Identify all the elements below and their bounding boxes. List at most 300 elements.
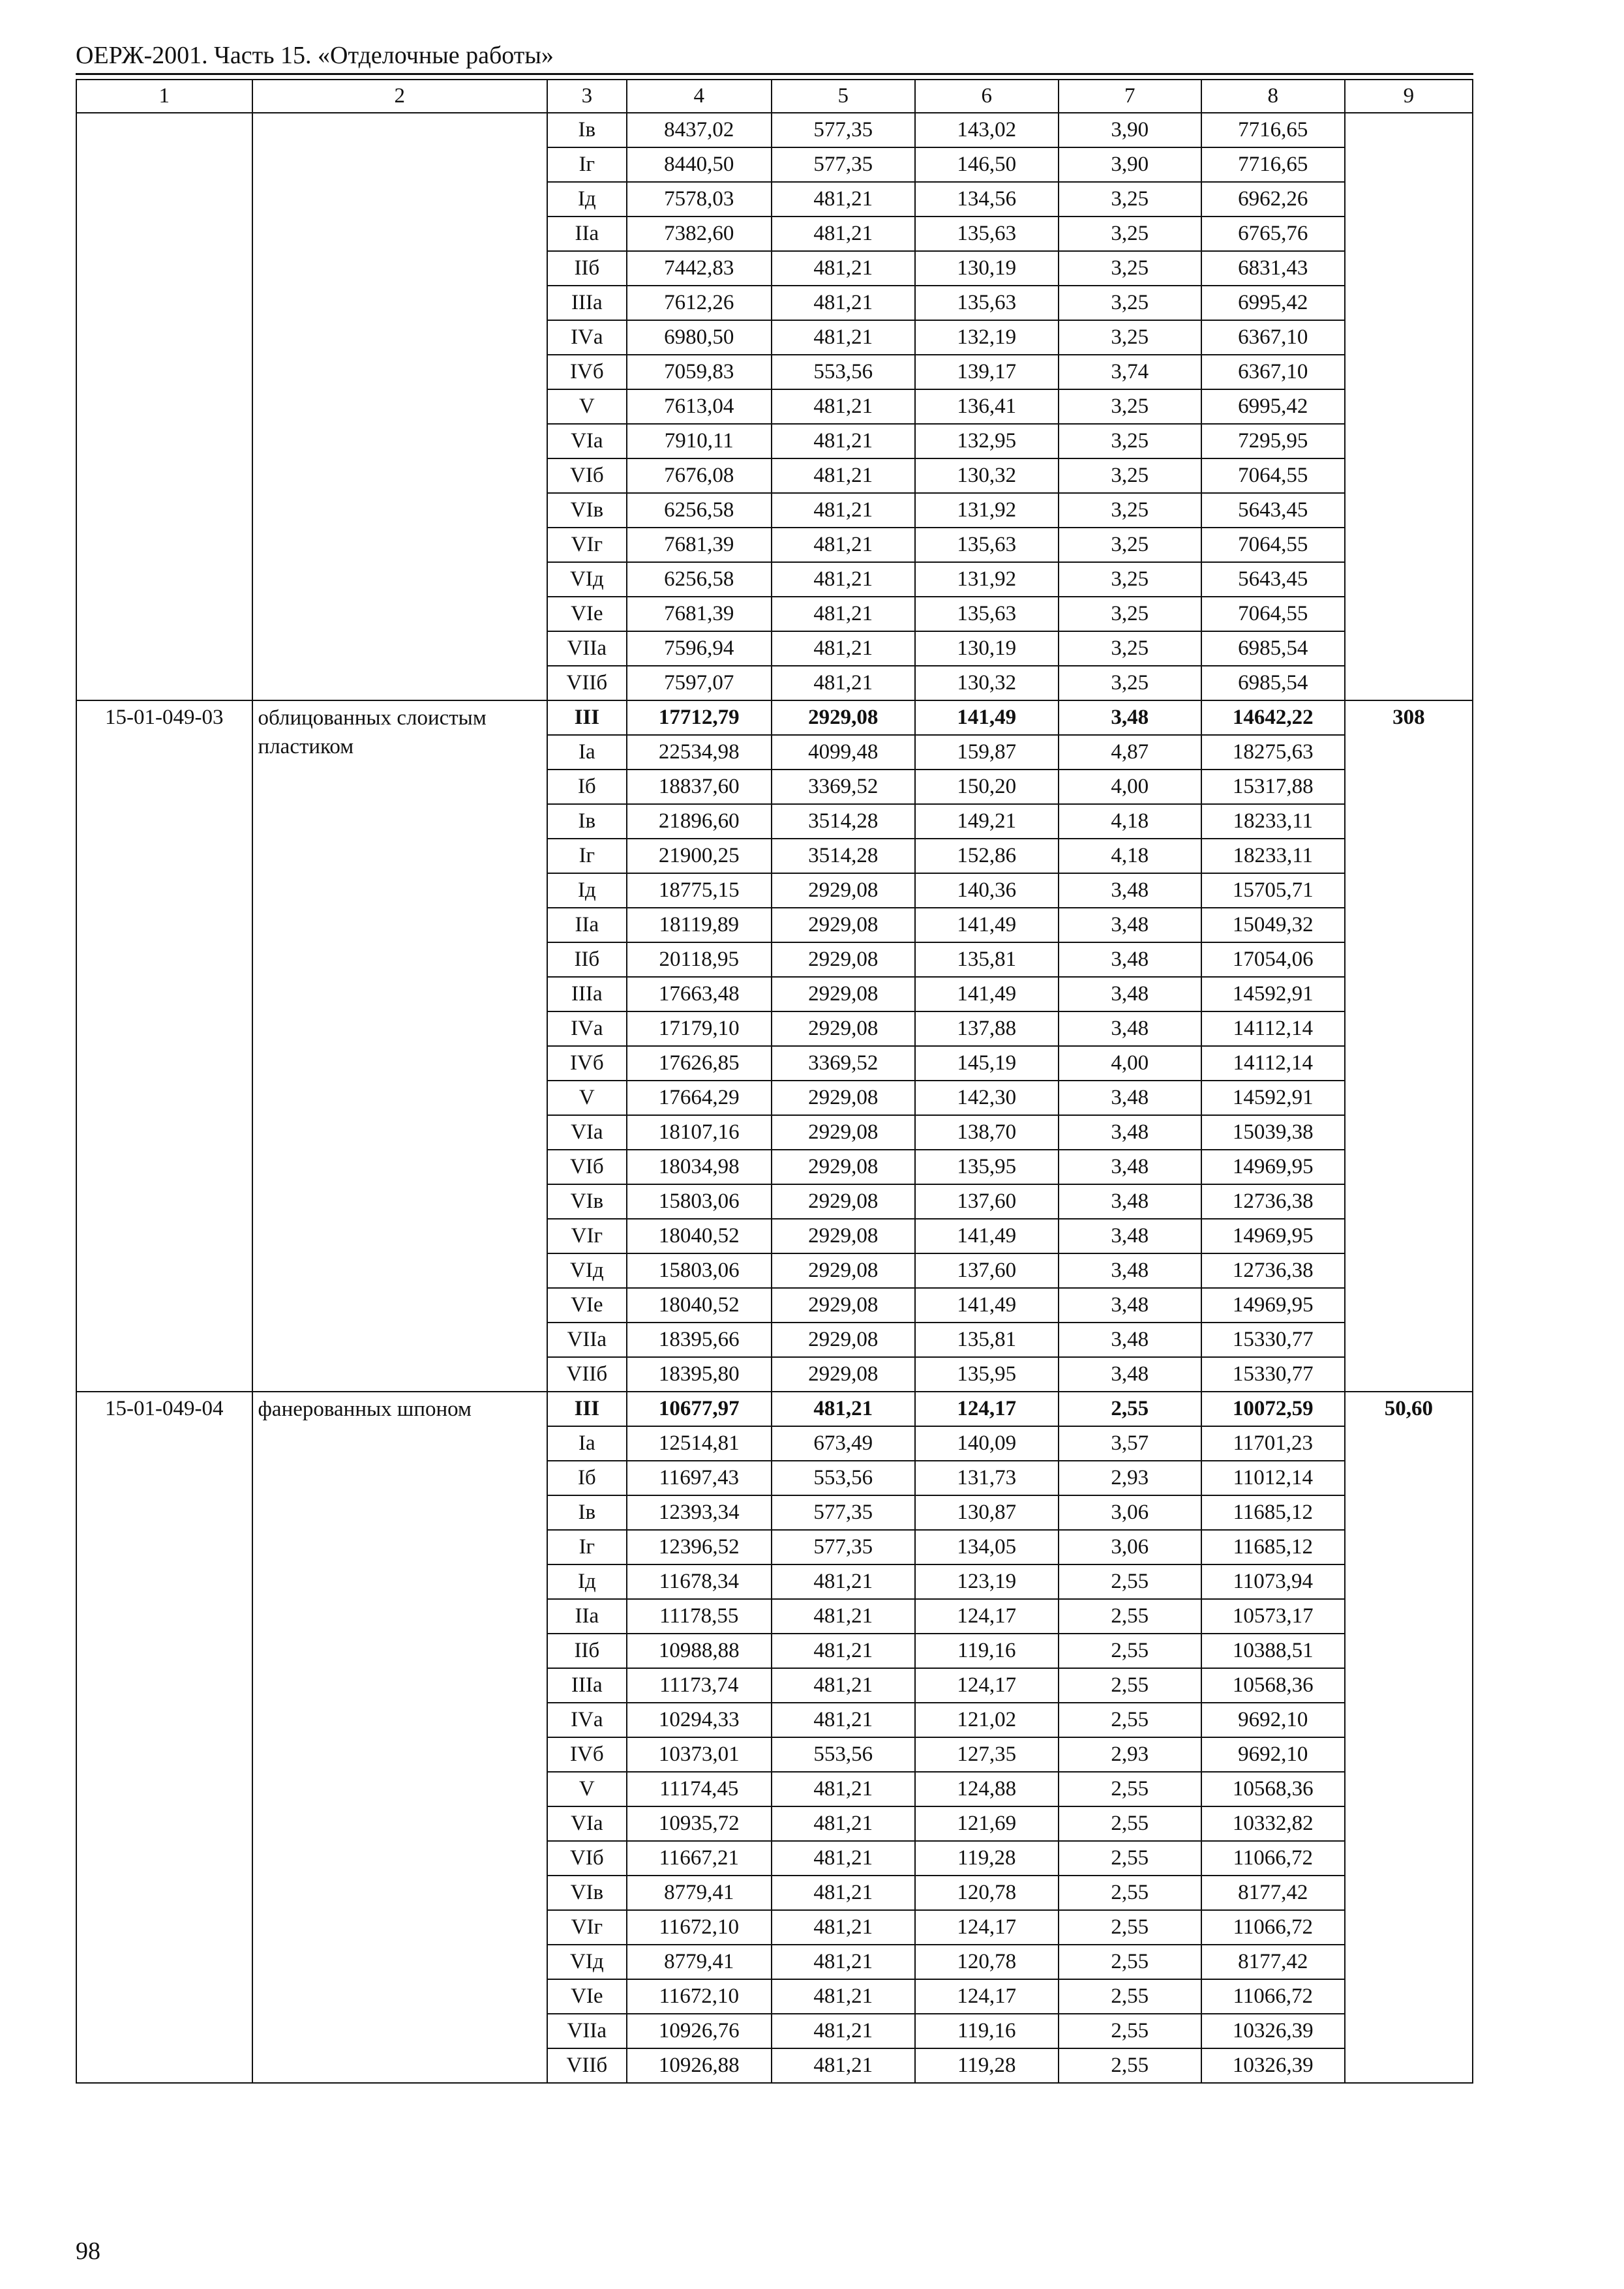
zone-class-cell: IIб (547, 251, 627, 286)
machinist-wage-cell: 3,25 (1059, 458, 1201, 493)
zone-class-cell: VIг (547, 528, 627, 562)
machinist-wage-cell: 3,57 (1059, 1426, 1201, 1461)
direct-cost-cell: 18395,66 (627, 1323, 772, 1357)
labor-cost-cell: 2929,08 (772, 1184, 915, 1219)
direct-cost-cell: 11672,10 (627, 1979, 772, 2014)
labor-cost-cell: 553,56 (772, 1461, 915, 1495)
materials-cost-cell: 10332,82 (1201, 1806, 1345, 1841)
materials-cost-cell: 6985,54 (1201, 666, 1345, 700)
direct-cost-cell: 8440,50 (627, 147, 772, 182)
labor-cost-cell: 481,21 (772, 1634, 915, 1668)
labor-cost-cell: 481,21 (772, 1876, 915, 1910)
machinist-wage-cell: 3,48 (1059, 1184, 1201, 1219)
labor-cost-cell: 481,21 (772, 1945, 915, 1979)
zone-class-cell: IIб (547, 942, 627, 977)
machinist-wage-cell: 2,55 (1059, 1876, 1201, 1910)
zone-class-cell: VIв (547, 1184, 627, 1219)
materials-cost-cell: 18233,11 (1201, 839, 1345, 873)
work-description-cell: облицованных слоистым пластиком (252, 700, 547, 1392)
labor-cost-cell: 481,21 (772, 320, 915, 355)
machine-cost-cell: 121,69 (915, 1806, 1059, 1841)
machinist-wage-cell: 3,25 (1059, 424, 1201, 458)
machine-cost-cell: 124,88 (915, 1772, 1059, 1806)
labor-cost-cell: 577,35 (772, 1530, 915, 1564)
labor-cost-cell: 481,21 (772, 528, 915, 562)
direct-cost-cell: 10926,88 (627, 2048, 772, 2083)
machinist-wage-cell: 2,55 (1059, 1668, 1201, 1703)
machinist-wage-cell: 2,55 (1059, 1979, 1201, 2014)
materials-cost-cell: 10388,51 (1201, 1634, 1345, 1668)
direct-cost-cell: 18040,52 (627, 1219, 772, 1253)
machine-cost-cell: 145,19 (915, 1046, 1059, 1081)
machinist-wage-cell: 2,55 (1059, 1841, 1201, 1876)
machinist-wage-cell: 2,55 (1059, 1945, 1201, 1979)
machine-cost-cell: 137,88 (915, 1011, 1059, 1046)
zone-class-cell: VIв (547, 493, 627, 528)
zone-class-cell: IVб (547, 1737, 627, 1772)
direct-cost-cell: 11672,10 (627, 1910, 772, 1945)
direct-cost-cell: 17179,10 (627, 1011, 772, 1046)
zone-class-cell: V (547, 389, 627, 424)
machinist-wage-cell: 2,55 (1059, 1806, 1201, 1841)
machinist-wage-cell: 2,55 (1059, 1703, 1201, 1737)
zone-class-cell: Iд (547, 182, 627, 217)
materials-cost-cell: 10326,39 (1201, 2048, 1345, 2083)
machine-cost-cell: 135,95 (915, 1150, 1059, 1184)
machine-cost-cell: 120,78 (915, 1876, 1059, 1910)
machinist-wage-cell: 3,25 (1059, 251, 1201, 286)
zone-class-cell: VIв (547, 1876, 627, 1910)
direct-cost-cell: 12396,52 (627, 1530, 772, 1564)
zone-class-cell: III (547, 1392, 627, 1426)
materials-cost-cell: 8177,42 (1201, 1945, 1345, 1979)
column-number: 8 (1201, 80, 1345, 113)
materials-cost-cell: 10326,39 (1201, 2014, 1345, 2048)
labor-cost-cell: 481,21 (772, 2048, 915, 2083)
materials-cost-cell: 6995,42 (1201, 286, 1345, 320)
zone-class-cell: VIд (547, 1253, 627, 1288)
direct-cost-cell: 17712,79 (627, 700, 772, 735)
machine-cost-cell: 140,09 (915, 1426, 1059, 1461)
direct-cost-cell: 10988,88 (627, 1634, 772, 1668)
direct-cost-cell: 6256,58 (627, 493, 772, 528)
machine-cost-cell: 146,50 (915, 147, 1059, 182)
zone-class-cell: VIа (547, 1806, 627, 1841)
labor-cost-cell: 553,56 (772, 355, 915, 389)
machinist-wage-cell: 3,90 (1059, 147, 1201, 182)
materials-cost-cell: 9692,10 (1201, 1703, 1345, 1737)
labor-cost-cell: 481,21 (772, 389, 915, 424)
labor-cost-cell: 481,21 (772, 2014, 915, 2048)
direct-cost-cell: 7676,08 (627, 458, 772, 493)
rates-table (76, 79, 1473, 2084)
labor-cost-cell: 481,21 (772, 1772, 915, 1806)
labor-cost-cell: 481,21 (772, 458, 915, 493)
column-number: 6 (915, 80, 1059, 113)
machinist-wage-cell: 3,25 (1059, 666, 1201, 700)
machinist-wage-cell: 2,55 (1059, 1564, 1201, 1599)
machinist-wage-cell: 3,48 (1059, 1288, 1201, 1323)
title-rule (76, 73, 1473, 75)
direct-cost-cell: 6980,50 (627, 320, 772, 355)
machinist-wage-cell: 4,18 (1059, 804, 1201, 839)
direct-cost-cell: 15803,06 (627, 1253, 772, 1288)
zone-class-cell: V (547, 1081, 627, 1115)
zone-class-cell: VIд (547, 1945, 627, 1979)
direct-cost-cell: 11678,34 (627, 1564, 772, 1599)
labor-cost-cell: 481,21 (772, 1564, 915, 1599)
machinist-wage-cell: 3,48 (1059, 1253, 1201, 1288)
zone-class-cell: VIе (547, 1979, 627, 2014)
materials-cost-cell: 15330,77 (1201, 1357, 1345, 1392)
zone-class-cell: IVб (547, 355, 627, 389)
machinist-wage-cell: 2,55 (1059, 1392, 1201, 1426)
column-number: 9 (1345, 80, 1473, 113)
labor-cost-cell: 2929,08 (772, 1253, 915, 1288)
materials-cost-cell: 15317,88 (1201, 770, 1345, 804)
machine-cost-cell: 137,60 (915, 1253, 1059, 1288)
machine-cost-cell: 141,49 (915, 1219, 1059, 1253)
machinist-wage-cell: 3,25 (1059, 389, 1201, 424)
materials-cost-cell: 11073,94 (1201, 1564, 1345, 1599)
machine-cost-cell: 150,20 (915, 770, 1059, 804)
machine-cost-cell: 130,87 (915, 1495, 1059, 1530)
direct-cost-cell: 8437,02 (627, 113, 772, 147)
zone-class-cell: VIIб (547, 666, 627, 700)
materials-cost-cell: 15039,38 (1201, 1115, 1345, 1150)
materials-cost-cell: 17054,06 (1201, 942, 1345, 977)
zone-class-cell: VIд (547, 562, 627, 597)
machinist-wage-cell: 3,25 (1059, 631, 1201, 666)
zone-class-cell: V (547, 1772, 627, 1806)
zone-class-cell: VIIа (547, 2014, 627, 2048)
labor-cost-cell: 481,21 (772, 251, 915, 286)
machine-cost-cell: 141,49 (915, 1288, 1059, 1323)
machinist-wage-cell: 3,48 (1059, 1323, 1201, 1357)
zone-class-cell: Iб (547, 1461, 627, 1495)
direct-cost-cell: 7596,94 (627, 631, 772, 666)
machinist-wage-cell: 3,25 (1059, 320, 1201, 355)
materials-cost-cell: 15705,71 (1201, 873, 1345, 908)
zone-class-cell: VIа (547, 424, 627, 458)
zone-class-cell: Iб (547, 770, 627, 804)
direct-cost-cell: 11178,55 (627, 1599, 772, 1634)
machinist-wage-cell: 3,06 (1059, 1495, 1201, 1530)
zone-class-cell: IIб (547, 1634, 627, 1668)
direct-cost-cell: 7442,83 (627, 251, 772, 286)
machine-cost-cell: 119,16 (915, 1634, 1059, 1668)
labor-cost-cell: 481,21 (772, 562, 915, 597)
machine-cost-cell: 135,81 (915, 942, 1059, 977)
column-number: 1 (76, 80, 252, 113)
materials-cost-cell: 15049,32 (1201, 908, 1345, 942)
column-number: 2 (252, 80, 547, 113)
machine-cost-cell: 135,63 (915, 528, 1059, 562)
direct-cost-cell: 18040,52 (627, 1288, 772, 1323)
machinist-wage-cell: 3,48 (1059, 977, 1201, 1011)
direct-cost-cell: 11697,43 (627, 1461, 772, 1495)
machinist-wage-cell: 2,55 (1059, 1634, 1201, 1668)
machinist-wage-cell: 3,48 (1059, 1115, 1201, 1150)
labor-cost-cell: 3514,28 (772, 804, 915, 839)
zone-class-cell: Iг (547, 147, 627, 182)
machinist-wage-cell: 2,93 (1059, 1461, 1201, 1495)
machine-cost-cell: 124,17 (915, 1979, 1059, 2014)
labor-cost-cell: 3369,52 (772, 770, 915, 804)
zone-class-cell: Iв (547, 1495, 627, 1530)
materials-cost-cell: 9692,10 (1201, 1737, 1345, 1772)
machine-cost-cell: 152,86 (915, 839, 1059, 873)
machine-cost-cell: 135,95 (915, 1357, 1059, 1392)
machine-cost-cell: 130,19 (915, 631, 1059, 666)
labor-cost-cell: 2929,08 (772, 1115, 915, 1150)
machinist-wage-cell: 3,25 (1059, 597, 1201, 631)
materials-cost-cell: 12736,38 (1201, 1253, 1345, 1288)
material-norm-cell (1345, 113, 1473, 700)
labor-cost-cell: 481,21 (772, 631, 915, 666)
zone-class-cell: VIIа (547, 631, 627, 666)
machine-cost-cell: 140,36 (915, 873, 1059, 908)
materials-cost-cell: 18233,11 (1201, 804, 1345, 839)
machine-cost-cell: 120,78 (915, 1945, 1059, 1979)
machine-cost-cell: 142,30 (915, 1081, 1059, 1115)
column-number: 5 (772, 80, 915, 113)
direct-cost-cell: 18837,60 (627, 770, 772, 804)
zone-class-cell: IIа (547, 1599, 627, 1634)
direct-cost-cell: 6256,58 (627, 562, 772, 597)
materials-cost-cell: 5643,45 (1201, 493, 1345, 528)
materials-cost-cell: 7295,95 (1201, 424, 1345, 458)
direct-cost-cell: 17664,29 (627, 1081, 772, 1115)
labor-cost-cell: 2929,08 (772, 942, 915, 977)
machine-cost-cell: 121,02 (915, 1703, 1059, 1737)
direct-cost-cell: 22534,98 (627, 735, 772, 770)
materials-cost-cell: 14642,22 (1201, 700, 1345, 735)
direct-cost-cell: 7597,07 (627, 666, 772, 700)
zone-class-cell: VIIб (547, 2048, 627, 2083)
machinist-wage-cell: 4,00 (1059, 770, 1201, 804)
material-norm-cell: 50,60 (1345, 1392, 1473, 2083)
machinist-wage-cell: 2,55 (1059, 2048, 1201, 2083)
machine-cost-cell: 124,17 (915, 1668, 1059, 1703)
machinist-wage-cell: 3,48 (1059, 1011, 1201, 1046)
rate-code-cell: 15-01-049-03 (76, 700, 252, 1392)
materials-cost-cell: 11701,23 (1201, 1426, 1345, 1461)
labor-cost-cell: 481,21 (772, 424, 915, 458)
zone-class-cell: VIб (547, 458, 627, 493)
labor-cost-cell: 481,21 (772, 182, 915, 217)
machine-cost-cell: 123,19 (915, 1564, 1059, 1599)
materials-cost-cell: 14592,91 (1201, 1081, 1345, 1115)
materials-cost-cell: 14969,95 (1201, 1150, 1345, 1184)
machine-cost-cell: 141,49 (915, 977, 1059, 1011)
materials-cost-cell: 7064,55 (1201, 458, 1345, 493)
zone-class-cell: VIб (547, 1841, 627, 1876)
zone-class-cell: VIг (547, 1219, 627, 1253)
column-number: 4 (627, 80, 772, 113)
direct-cost-cell: 18034,98 (627, 1150, 772, 1184)
machinist-wage-cell: 3,48 (1059, 1150, 1201, 1184)
zone-class-cell: Iв (547, 113, 627, 147)
machine-cost-cell: 141,49 (915, 700, 1059, 735)
machine-cost-cell: 135,81 (915, 1323, 1059, 1357)
materials-cost-cell: 12736,38 (1201, 1184, 1345, 1219)
machinist-wage-cell: 3,48 (1059, 942, 1201, 977)
labor-cost-cell: 481,21 (772, 666, 915, 700)
materials-cost-cell: 6995,42 (1201, 389, 1345, 424)
column-number: 7 (1059, 80, 1201, 113)
direct-cost-cell: 10926,76 (627, 2014, 772, 2048)
labor-cost-cell: 553,56 (772, 1737, 915, 1772)
labor-cost-cell: 2929,08 (772, 1081, 915, 1115)
direct-cost-cell: 10294,33 (627, 1703, 772, 1737)
direct-cost-cell: 7578,03 (627, 182, 772, 217)
machinist-wage-cell: 3,48 (1059, 700, 1201, 735)
machine-cost-cell: 119,28 (915, 1841, 1059, 1876)
machine-cost-cell: 130,19 (915, 251, 1059, 286)
zone-class-cell: IVа (547, 1011, 627, 1046)
materials-cost-cell: 14592,91 (1201, 977, 1345, 1011)
table-row (76, 700, 1473, 735)
zone-class-cell: Iа (547, 1426, 627, 1461)
machine-cost-cell: 143,02 (915, 113, 1059, 147)
materials-cost-cell: 5643,45 (1201, 562, 1345, 597)
zone-class-cell: IVа (547, 1703, 627, 1737)
machine-cost-cell: 131,92 (915, 493, 1059, 528)
machinist-wage-cell: 3,48 (1059, 1081, 1201, 1115)
direct-cost-cell: 18775,15 (627, 873, 772, 908)
zone-class-cell: III (547, 700, 627, 735)
direct-cost-cell: 7681,39 (627, 528, 772, 562)
zone-class-cell: Iа (547, 735, 627, 770)
direct-cost-cell: 12393,34 (627, 1495, 772, 1530)
labor-cost-cell: 2929,08 (772, 1323, 915, 1357)
direct-cost-cell: 17626,85 (627, 1046, 772, 1081)
materials-cost-cell: 11685,12 (1201, 1495, 1345, 1530)
direct-cost-cell: 21896,60 (627, 804, 772, 839)
table-row (76, 1392, 1473, 1426)
column-number-row (76, 80, 1473, 113)
direct-cost-cell: 11667,21 (627, 1841, 772, 1876)
labor-cost-cell: 2929,08 (772, 1288, 915, 1323)
labor-cost-cell: 481,21 (772, 1599, 915, 1634)
machine-cost-cell: 130,32 (915, 458, 1059, 493)
zone-class-cell: Iв (547, 804, 627, 839)
direct-cost-cell: 7613,04 (627, 389, 772, 424)
machine-cost-cell: 134,05 (915, 1530, 1059, 1564)
machine-cost-cell: 141,49 (915, 908, 1059, 942)
zone-class-cell: IIIа (547, 286, 627, 320)
direct-cost-cell: 7059,83 (627, 355, 772, 389)
machine-cost-cell: 124,17 (915, 1599, 1059, 1634)
labor-cost-cell: 481,21 (772, 1806, 915, 1841)
machinist-wage-cell: 3,25 (1059, 528, 1201, 562)
labor-cost-cell: 481,21 (772, 597, 915, 631)
materials-cost-cell: 11066,72 (1201, 1910, 1345, 1945)
machinist-wage-cell: 4,87 (1059, 735, 1201, 770)
materials-cost-cell: 6367,10 (1201, 355, 1345, 389)
machine-cost-cell: 132,95 (915, 424, 1059, 458)
work-description-cell (252, 113, 547, 700)
machinist-wage-cell: 2,55 (1059, 2014, 1201, 2048)
direct-cost-cell: 18395,80 (627, 1357, 772, 1392)
labor-cost-cell: 577,35 (772, 113, 915, 147)
labor-cost-cell: 481,21 (772, 493, 915, 528)
labor-cost-cell: 3369,52 (772, 1046, 915, 1081)
machine-cost-cell: 149,21 (915, 804, 1059, 839)
machine-cost-cell: 136,41 (915, 389, 1059, 424)
zone-class-cell: Iд (547, 873, 627, 908)
machinist-wage-cell: 2,55 (1059, 1599, 1201, 1634)
labor-cost-cell: 4099,48 (772, 735, 915, 770)
labor-cost-cell: 2929,08 (772, 700, 915, 735)
materials-cost-cell: 14969,95 (1201, 1219, 1345, 1253)
labor-cost-cell: 2929,08 (772, 977, 915, 1011)
machinist-wage-cell: 2,55 (1059, 1772, 1201, 1806)
materials-cost-cell: 6367,10 (1201, 320, 1345, 355)
direct-cost-cell: 21900,25 (627, 839, 772, 873)
machine-cost-cell: 119,28 (915, 2048, 1059, 2083)
zone-class-cell: IIа (547, 908, 627, 942)
machine-cost-cell: 119,16 (915, 2014, 1059, 2048)
direct-cost-cell: 20118,95 (627, 942, 772, 977)
machine-cost-cell: 130,32 (915, 666, 1059, 700)
machine-cost-cell: 138,70 (915, 1115, 1059, 1150)
materials-cost-cell: 14969,95 (1201, 1288, 1345, 1323)
zone-class-cell: VIа (547, 1115, 627, 1150)
zone-class-cell: IIа (547, 217, 627, 251)
materials-cost-cell: 7716,65 (1201, 113, 1345, 147)
machine-cost-cell: 159,87 (915, 735, 1059, 770)
machinist-wage-cell: 3,25 (1059, 562, 1201, 597)
materials-cost-cell: 10072,59 (1201, 1392, 1345, 1426)
zone-class-cell: Iг (547, 1530, 627, 1564)
table-body (76, 113, 1473, 2083)
labor-cost-cell: 481,21 (772, 1910, 915, 1945)
machine-cost-cell: 134,56 (915, 182, 1059, 217)
zone-class-cell: VIг (547, 1910, 627, 1945)
direct-cost-cell: 11174,45 (627, 1772, 772, 1806)
materials-cost-cell: 10568,36 (1201, 1668, 1345, 1703)
rate-code-cell (76, 113, 252, 700)
machine-cost-cell: 135,63 (915, 286, 1059, 320)
machine-cost-cell: 135,63 (915, 217, 1059, 251)
machinist-wage-cell: 3,48 (1059, 1219, 1201, 1253)
direct-cost-cell: 17663,48 (627, 977, 772, 1011)
zone-class-cell: IIIа (547, 977, 627, 1011)
machine-cost-cell: 137,60 (915, 1184, 1059, 1219)
materials-cost-cell: 11012,14 (1201, 1461, 1345, 1495)
zone-class-cell: VIIб (547, 1357, 627, 1392)
machinist-wage-cell: 3,48 (1059, 908, 1201, 942)
machinist-wage-cell: 3,25 (1059, 182, 1201, 217)
zone-class-cell: VIе (547, 1288, 627, 1323)
machinist-wage-cell: 4,18 (1059, 839, 1201, 873)
direct-cost-cell: 7910,11 (627, 424, 772, 458)
labor-cost-cell: 2929,08 (772, 1011, 915, 1046)
material-norm-cell: 308 (1345, 700, 1473, 1392)
work-description-cell: фанерованных шпоном (252, 1392, 547, 2083)
document-title: ОЕРЖ-2001. Часть 15. «Отделочные работы» (76, 42, 554, 69)
labor-cost-cell: 481,21 (772, 286, 915, 320)
machinist-wage-cell: 3,25 (1059, 217, 1201, 251)
zone-class-cell: IVа (547, 320, 627, 355)
machine-cost-cell: 124,17 (915, 1910, 1059, 1945)
rate-code-cell: 15-01-049-04 (76, 1392, 252, 2083)
labor-cost-cell: 481,21 (772, 1979, 915, 2014)
machine-cost-cell: 127,35 (915, 1737, 1059, 1772)
direct-cost-cell: 12514,81 (627, 1426, 772, 1461)
